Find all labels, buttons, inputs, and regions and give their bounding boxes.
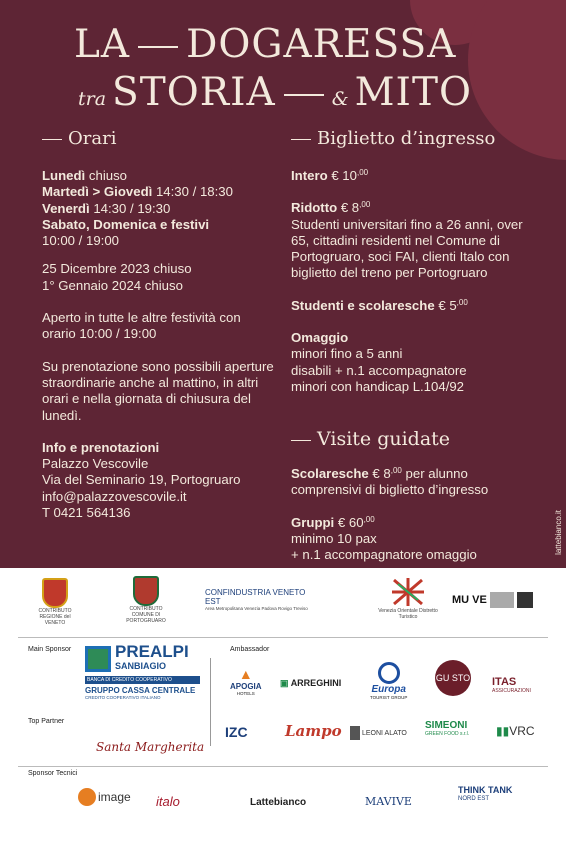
day-time: chiuso [85, 168, 128, 183]
visite-description: comprensivi di biglietto d’ingresso [291, 482, 489, 498]
ticket-cents: ,00 [356, 168, 369, 177]
ticket-intero [291, 168, 536, 184]
ticket-cents: ,00 [359, 200, 371, 210]
ambassador-label: Ambassador [230, 646, 270, 653]
prealpi-sanbiagio-logo[interactable] [85, 644, 200, 708]
lion-crest-icon [42, 578, 68, 608]
town-crest-icon [133, 576, 159, 606]
gusto-logo[interactable] [435, 660, 471, 696]
ticket-condition: minori fino a 5 anni [291, 346, 403, 362]
ticket-price: € 5 [438, 297, 457, 313]
regione-veneto-logo[interactable] [30, 578, 80, 626]
day-time: 14:30 / 18:30 [152, 184, 233, 200]
muve-image-icon [490, 592, 514, 608]
image-circle-icon [78, 788, 96, 806]
apogia-logo[interactable] [230, 666, 262, 696]
muve-mark-icon [517, 592, 533, 608]
logo-title: CONFINDUSTRIA VENETO EST [205, 588, 306, 606]
visite-suffix: per alunno [401, 466, 468, 481]
logo-sub: HOTELS [236, 691, 255, 696]
logo-name: SIMEONI [425, 720, 468, 731]
logo-sub: NORD EST [458, 796, 490, 802]
info-block [42, 440, 277, 521]
arreghini-logo[interactable] [280, 678, 341, 689]
orari-heading [42, 128, 116, 149]
visite-price: € 60 [337, 514, 364, 530]
extra-openings-note: Su prenotazione sono possibili aperture straordinarie anche al mattino, in altri orari e nella giornata di chiusura del lunedì. [42, 358, 274, 423]
logo-name: LEONI ALATO [361, 729, 407, 737]
logo-sub: GREEN FOOD s.r.l. [425, 731, 470, 737]
think-tank-logo[interactable] [458, 786, 512, 804]
visite-heading [291, 428, 450, 450]
ticket-price: € 8 [340, 200, 360, 216]
leone-icon [350, 726, 360, 740]
title-word: DOGARESSA [186, 22, 457, 67]
title-word: tra [78, 88, 107, 110]
logo-caption: CONTRIBUTO REGIONE del VENETO [38, 608, 72, 626]
title-line-2 [78, 70, 472, 115]
ticket-studenti [291, 298, 536, 314]
visite-label: Gruppi [291, 514, 335, 530]
europa-globe-icon [378, 662, 400, 684]
simeoni-logo[interactable] [425, 720, 469, 737]
prealpi-mark-icon [85, 646, 111, 672]
ticket-ridotto [291, 200, 536, 281]
prealpi-top [85, 644, 200, 674]
ticket-price: € 10 [331, 168, 357, 183]
prealpi-bar: BANCA DI CREDITO COOPERATIVO [85, 676, 200, 684]
mavive-logo[interactable] [365, 795, 412, 808]
logo-name: MAVIVE [365, 795, 412, 808]
closed-dates [42, 261, 277, 294]
italo-logo[interactable] [156, 794, 180, 809]
institutions-row [0, 572, 566, 632]
closed-date: 25 Dicembre 2023 chiuso [42, 261, 192, 277]
ticket-cents: ,00 [456, 297, 468, 307]
closed-date: 1° Gennaio 2024 chiuso [42, 277, 183, 293]
ticket-condition: disabili + n.1 accompagnatore [291, 362, 467, 378]
opening-hours [42, 168, 277, 249]
vrc-icon: ▮▮ [496, 724, 510, 738]
logo-name: IZC [225, 724, 248, 740]
europa-logo[interactable] [370, 662, 407, 700]
biglietto-heading-text: Biglietto d’ingresso [317, 128, 496, 149]
top-partner-label: Top Partner [28, 718, 65, 725]
visite-heading-text: Visite guidate [317, 428, 451, 450]
ticket-label: Intero [291, 168, 328, 183]
visite-label: Scolaresche [291, 466, 369, 481]
distretto-icon [390, 576, 426, 608]
ticket-condition: minori con handicap L.104/92 [291, 378, 465, 394]
day-label: Lunedì [42, 168, 86, 183]
comune-portogruaro-logo[interactable] [118, 576, 174, 624]
logo-name: image [98, 790, 131, 804]
image-logo[interactable] [78, 788, 131, 806]
visite-scolaresche [291, 466, 536, 499]
logo-name: Lattebianco [250, 797, 307, 808]
lampo-logo[interactable] [285, 722, 342, 740]
heading-dash [291, 139, 311, 140]
ticket-description: Studenti universitari fino a 26 anni, over 65, cittadini residenti nel Comune di Portogruaro, soci FAI, clienti Italo con biglietto del treno per Portogruaro [291, 216, 523, 281]
day-label: Martedì > Giovedì [42, 184, 153, 200]
orari-heading-text: Orari [68, 128, 117, 149]
logo-caption: Area Metropolitana Venezia Padova Rovigo Treviso [205, 606, 308, 611]
muve-logo[interactable] [452, 592, 547, 608]
title-dash [284, 94, 324, 96]
prealpi-name-1: PREALPI [115, 642, 189, 661]
info-address: Via del Seminario 19, Portogruaro [42, 472, 241, 488]
confindustria-logo[interactable] [205, 588, 315, 611]
biglietto-column [291, 168, 536, 411]
title-word: STORIA [112, 70, 276, 115]
visite-cents: ,00 [363, 514, 375, 524]
info-place: Palazzo Vescovile [42, 456, 149, 472]
title-line-1 [74, 22, 456, 67]
title-ampersand: & [331, 88, 349, 110]
arreghini-icon: ▣ [280, 678, 289, 688]
divider [18, 637, 548, 638]
prealpi-name [115, 644, 189, 674]
heading-dash [42, 139, 62, 140]
biglietto-heading [291, 128, 495, 149]
day-label: Venerdì [42, 200, 90, 216]
logo-caption: CONTRIBUTO COMUNE DI PORTOGRUARO [126, 606, 166, 624]
apogia-icon: ▲ [238, 666, 253, 682]
visite-column [291, 466, 536, 568]
logo-sub: TOURIST GROUP [370, 695, 408, 700]
santa-margherita-logo[interactable]: Santa Margherita [96, 740, 205, 754]
ticket-label: Ridotto [291, 200, 338, 216]
logo-caption: Venezia Orientale Distretto Turistico [378, 608, 438, 620]
vertical-credit: lattebianco.it [554, 510, 563, 555]
ticket-label: Omaggio [291, 330, 349, 346]
logo-title: MU VE [452, 594, 487, 606]
logo-name: APOGIA [230, 682, 262, 691]
ticket-omaggio [291, 330, 536, 395]
visite-gruppi [291, 515, 536, 564]
logo-name: GU STO [435, 673, 471, 683]
info-heading: Info e prenotazioni [42, 439, 160, 455]
main-sponsor-label: Main Sponsor [28, 646, 72, 653]
title-dash [138, 46, 178, 48]
izc-logo[interactable] [225, 724, 248, 740]
visite-condition: minimo 10 pax [291, 530, 377, 546]
visite-condition: + n.1 accompagnatore omaggio [291, 547, 477, 563]
prealpi-name-2: SANBIAGIO [115, 661, 167, 671]
holidays-note: Aperto in tutte le altre festività con orario 10:00 / 19:00 [42, 310, 241, 342]
visite-price: € 8 [372, 466, 391, 481]
vertical-divider [210, 658, 211, 746]
vrc-logo[interactable] [496, 724, 535, 738]
prealpi-group-sub: CREDITO COOPERATIVO ITALIANO [85, 695, 161, 700]
logo-name: ITAS [492, 676, 517, 688]
sponsor-tecnici-label: Sponsor Tecnici [28, 770, 78, 777]
leoni-alato-logo[interactable] [350, 726, 407, 740]
lattebianco-logo[interactable] [250, 797, 306, 808]
logo-sub: ASSICURAZIONI [492, 688, 531, 694]
day-time: 10:00 / 19:00 [42, 233, 119, 249]
logo-name: Europa [371, 684, 406, 695]
logo-name: italo [156, 794, 180, 809]
distretto-turistico-logo[interactable] [378, 576, 438, 620]
day-time: 14:30 / 19:30 [89, 200, 171, 216]
logo-name: Lampo [285, 722, 342, 740]
heading-dash [291, 440, 311, 441]
day-label: Sabato, Domenica e festivi [42, 216, 210, 232]
info-phone[interactable]: T 0421 564136 [42, 505, 131, 521]
logo-name: VRC [509, 724, 535, 738]
itas-logo[interactable] [492, 676, 531, 694]
visite-cents: ,00 [390, 466, 402, 475]
title-word: MITO [354, 70, 472, 115]
orari-column [42, 168, 277, 537]
prealpi-group: GRUPPO CASSA CENTRALE [85, 686, 196, 695]
ticket-label: Studenti e scolaresche [291, 297, 435, 313]
logo-name: ARREGHINI [290, 678, 342, 688]
title-word: LA [74, 22, 131, 67]
divider [18, 766, 548, 767]
logo-name: THINK TANK [458, 785, 513, 795]
info-email-link[interactable]: info@palazzovescovile.it [42, 488, 187, 504]
